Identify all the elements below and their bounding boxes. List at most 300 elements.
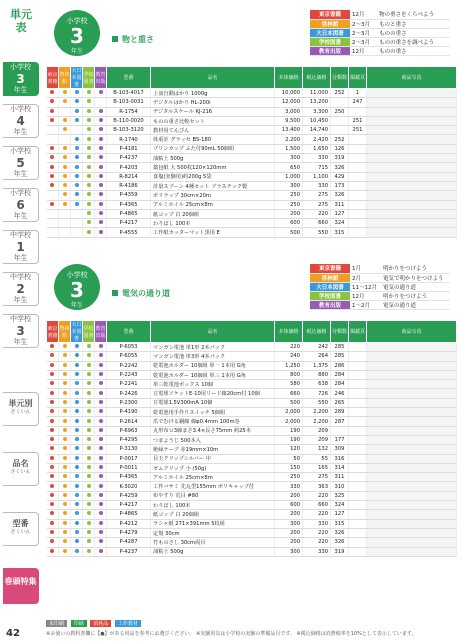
cell-page [349, 154, 367, 163]
product-photo [367, 228, 457, 237]
cell-name: 丸形布ロ3線まさ3.4×長さ75mm 約25本 [151, 426, 275, 435]
cell-price: 800 [275, 370, 303, 379]
table-row[interactable] [47, 501, 457, 510]
table-row[interactable] [47, 528, 457, 537]
dot-icon [63, 456, 67, 460]
textbook-marker [83, 417, 95, 426]
dot-icon [87, 474, 91, 478]
table-row[interactable] [47, 510, 457, 519]
cell-tax: 13,200 [303, 98, 331, 107]
cell-page: 251 [349, 116, 367, 125]
table-row[interactable] [47, 219, 457, 228]
cell-page [349, 398, 367, 407]
textbook-marker [71, 501, 83, 510]
column-header: 学校図書 [83, 67, 95, 89]
table-row[interactable] [47, 408, 457, 417]
cell-cat: 324 [331, 219, 349, 228]
textbook-marker [71, 547, 83, 556]
textbook-marker [47, 445, 59, 454]
side-index-title: 巻頭特集 [4, 577, 37, 586]
sidebar-item-unit-index[interactable] [3, 392, 39, 426]
badge-num: 3 [70, 278, 84, 302]
textbook-marker [47, 426, 59, 435]
textbook-marker [95, 352, 107, 361]
dot-icon [50, 465, 54, 469]
cell-page: 251 [349, 126, 367, 135]
dot-icon [50, 446, 54, 450]
cell-tax: 10,450 [303, 116, 331, 125]
product-photo [367, 463, 457, 472]
cell-page [349, 454, 367, 463]
product-photo [367, 547, 457, 556]
dot-icon [99, 165, 103, 169]
dot-icon [63, 381, 67, 385]
curriculum-row [310, 37, 450, 46]
dot-icon [63, 409, 67, 413]
textbook-marker [83, 126, 95, 135]
cell-price: 660 [275, 389, 303, 398]
sidebar-item-junior-3[interactable] [3, 314, 39, 348]
textbook-marker [83, 528, 95, 537]
side-index-sub: さくいん [10, 529, 31, 535]
dot-icon [75, 437, 79, 441]
curriculum-row [310, 46, 450, 55]
table-row[interactable] [47, 482, 457, 491]
dot-icon [50, 90, 54, 94]
table-row[interactable] [47, 98, 457, 107]
product-photo [367, 181, 457, 190]
dot-icon [87, 202, 91, 206]
dot-icon [99, 372, 103, 376]
dot-icon [87, 530, 91, 534]
textbook-marker [47, 519, 59, 528]
table-row[interactable] [47, 473, 457, 482]
cell-code: K-3020 [107, 482, 151, 491]
textbook-marker [47, 98, 59, 107]
cell-name: 単三乾電池ボックス 10個 [151, 380, 275, 389]
table-row[interactable] [47, 361, 457, 370]
table-row[interactable] [47, 463, 457, 472]
textbook-marker [47, 389, 59, 398]
cell-name: プリンカップ ふた付90mL 50個組 [151, 144, 275, 153]
textbook-marker [83, 519, 95, 528]
cell-tax: 550 [303, 398, 331, 407]
sidebar-item-code-index[interactable] [3, 512, 39, 546]
dot-icon [50, 419, 54, 423]
cell-cat: 127 [331, 209, 349, 218]
dot-icon [87, 521, 91, 525]
textbook-marker [83, 445, 95, 454]
dot-icon [75, 372, 79, 376]
dot-icon [87, 146, 91, 150]
product-photo [367, 191, 457, 200]
dot-icon [99, 146, 103, 150]
dot-icon [87, 165, 91, 169]
page-number: 42 [6, 628, 20, 639]
textbook-marker [95, 172, 107, 181]
cell-cat: 246 [331, 389, 349, 398]
textbook-marker [83, 547, 95, 556]
textbook-marker [59, 98, 71, 107]
textbook-marker [83, 454, 95, 463]
column-header: 税込価格 [303, 321, 331, 343]
textbook-marker [47, 361, 59, 370]
textbook-marker [71, 398, 83, 407]
textbook-marker [71, 361, 83, 370]
dot-icon [87, 465, 91, 469]
curriculum-month: 11〜12月 [350, 282, 381, 291]
section-title: 物と重さ [112, 34, 154, 45]
cell-name: 紙コップ 白 20個組 [151, 510, 275, 519]
dot-icon [87, 381, 91, 385]
dot-icon [75, 155, 79, 159]
dot-icon [99, 381, 103, 385]
cell-cat: 326 [331, 191, 349, 200]
dot-icon [50, 146, 54, 150]
textbook-marker [83, 380, 95, 389]
dot-icon [75, 511, 79, 515]
table-row[interactable] [47, 107, 457, 116]
cell-name: アルミホイル 25cm×8m [151, 473, 275, 482]
column-header: 大日本図書 [71, 68, 82, 88]
dot-icon [99, 493, 103, 497]
textbook-marker [83, 209, 95, 218]
sidebar-item-elementary-3[interactable] [3, 62, 39, 96]
cell-cat: 173 [331, 181, 349, 190]
textbook-marker [47, 209, 59, 218]
cell-name: 乾電池用手作りスイッチ 5個組 [151, 408, 275, 417]
table-row[interactable] [47, 200, 457, 209]
side-school: 中学校 [10, 231, 31, 239]
table-row[interactable] [47, 343, 457, 352]
curriculum-month: 2月 [350, 273, 381, 282]
cell-name: ポリラップ 30cm×20m [151, 191, 275, 200]
cell-tax: 1,650 [303, 144, 331, 153]
cell-page [349, 389, 367, 398]
cell-code: P-4212 [107, 519, 151, 528]
cell-page [349, 191, 367, 200]
cell-tax: 242 [303, 343, 331, 352]
table-row[interactable] [47, 370, 457, 379]
textbook-marker [83, 144, 95, 153]
curriculum-publisher: 啓林館 [310, 19, 350, 28]
sidebar-item-elementary-5[interactable] [3, 146, 39, 180]
cell-cat: 316 [331, 454, 349, 463]
cell-price: 250 [275, 473, 303, 482]
cell-tax: 638 [303, 380, 331, 389]
cell-code: P-0017 [107, 454, 151, 463]
cell-code: P-2300 [107, 398, 151, 407]
dot-icon [87, 363, 91, 367]
textbook-marker [95, 528, 107, 537]
sidebar-item-name-index[interactable] [3, 452, 39, 486]
column-header: 商品写真 [367, 321, 457, 343]
dot-icon [75, 146, 79, 150]
cell-code: P-6963 [107, 426, 151, 435]
sidebar-item-junior-2[interactable] [3, 272, 39, 306]
dot-icon [63, 400, 67, 404]
column-header: 教育出版 [95, 67, 107, 89]
cell-cat: 311 [331, 200, 349, 209]
curriculum-unit: ものの重さ [377, 28, 450, 37]
dot-icon [50, 409, 54, 413]
textbook-marker [59, 528, 71, 537]
cell-page [349, 519, 367, 528]
textbook-marker [95, 501, 107, 510]
textbook-marker [95, 191, 107, 200]
cell-price: 13,400 [275, 126, 303, 135]
table-row[interactable] [47, 491, 457, 500]
dot-icon [75, 353, 79, 357]
cell-cat: 315 [331, 519, 349, 528]
product-photo [367, 116, 457, 125]
product-photo [367, 501, 457, 510]
table-row[interactable] [47, 163, 457, 172]
table-row[interactable] [47, 417, 457, 426]
cell-cat: 252 [331, 135, 349, 144]
textbook-marker [95, 154, 107, 163]
table-row[interactable] [47, 172, 457, 181]
cell-tax: 660 [303, 501, 331, 510]
curriculum-unit: 物の重さをくらべよう [377, 10, 450, 19]
side-num: 2 [16, 282, 25, 296]
textbook-marker [83, 219, 95, 228]
textbook-marker [95, 538, 107, 547]
table-row[interactable] [47, 116, 457, 125]
table-row[interactable] [47, 228, 457, 237]
sidebar-item-elementary-6[interactable] [3, 188, 39, 222]
product-photo [367, 172, 457, 181]
column-header: 分類数 [331, 67, 349, 89]
textbook-marker [71, 380, 83, 389]
textbook-marker [59, 163, 71, 172]
textbook-marker [59, 501, 71, 510]
cell-price: 200 [275, 491, 303, 500]
cell-cat: 177 [331, 435, 349, 444]
textbook-marker [95, 463, 107, 472]
product-photo [367, 454, 457, 463]
table-row[interactable] [47, 435, 457, 444]
textbook-marker [71, 445, 83, 454]
sidebar-item-elementary-4[interactable] [3, 104, 39, 138]
table-header-row [47, 67, 457, 89]
dot-icon [75, 409, 79, 413]
dot-icon [50, 539, 54, 543]
section-title: 電気の通り道 [112, 288, 170, 299]
cell-tax: 1,375 [303, 361, 331, 370]
table-row[interactable] [47, 398, 457, 407]
cell-name: 乾電池ホルダー 10個組 単三 1本用 G角 [151, 370, 275, 379]
cell-price: 50 [275, 454, 303, 463]
curriculum-unit: 電気の通り道 [381, 300, 450, 309]
product-photo [367, 389, 457, 398]
dot-icon [99, 456, 103, 460]
cell-code: B-103-4017 [107, 89, 151, 98]
product-photo [367, 89, 457, 98]
table-row[interactable] [47, 154, 457, 163]
table-row[interactable] [47, 209, 457, 218]
cell-price: 330 [275, 482, 303, 491]
sidebar [0, 0, 42, 644]
table-row[interactable] [47, 191, 457, 200]
table-row[interactable] [47, 181, 457, 190]
cell-name: マンガン電池 単1形 2本パック [151, 343, 275, 352]
cell-name: 計量スプーン 4種セット プラスチック製 [151, 181, 275, 190]
cell-page [349, 181, 367, 190]
cell-cat: 252 [331, 89, 349, 98]
textbook-marker [71, 417, 83, 426]
curriculum-publisher: 大日本図書 [310, 28, 350, 37]
cell-tax: 330 [303, 519, 331, 528]
cell-page [349, 361, 367, 370]
cell-price: 600 [275, 219, 303, 228]
side-unit: 年生 [13, 254, 28, 262]
cell-tax: 330 [303, 181, 331, 190]
textbook-marker [83, 389, 95, 398]
table-row[interactable] [47, 538, 457, 547]
textbook-marker [47, 417, 59, 426]
cell-code: P-4259 [107, 491, 151, 500]
cell-price: 300 [275, 519, 303, 528]
table-row[interactable] [47, 454, 457, 463]
cell-price: 12,000 [275, 98, 303, 107]
dot-icon [50, 474, 54, 478]
cell-page [349, 228, 367, 237]
cell-price: 2,000 [275, 408, 303, 417]
cell-code: P-4865 [107, 510, 151, 519]
cell-cat: 429 [331, 172, 349, 181]
dot-icon [75, 474, 79, 478]
side-school: 小学校 [10, 147, 31, 155]
textbook-marker [71, 209, 83, 218]
legend-consumable: 消耗品 [90, 620, 111, 627]
textbook-marker [59, 426, 71, 435]
textbook-marker [71, 228, 83, 237]
table-row[interactable] [47, 426, 457, 435]
textbook-marker [47, 107, 59, 116]
dot-icon [63, 344, 67, 348]
table-row[interactable] [47, 89, 457, 98]
dot-icon [99, 549, 103, 553]
cell-tax: 55 [303, 454, 331, 463]
dot-icon [50, 391, 54, 395]
cell-name: 油粘土 500g [151, 154, 275, 163]
table-row[interactable] [47, 380, 457, 389]
cell-name: 爪でむける銅線 線φ0.4mm 100m巻 [151, 417, 275, 426]
sidebar-item-feature[interactable] [3, 568, 39, 604]
dot-icon [50, 353, 54, 357]
dot-icon [63, 549, 67, 553]
dot-icon [87, 428, 91, 432]
textbook-marker [71, 219, 83, 228]
dot-icon [75, 493, 79, 497]
table-row[interactable] [47, 445, 457, 454]
dot-icon [99, 437, 103, 441]
curriculum-month: 1月 [350, 264, 381, 273]
side-school: 中学校 [10, 315, 31, 323]
dot-icon [75, 137, 79, 141]
cell-cat: 126 [331, 144, 349, 153]
dot-icon [75, 381, 79, 385]
textbook-marker [95, 116, 107, 125]
table-row[interactable] [47, 547, 457, 556]
sidebar-item-junior-1[interactable] [3, 230, 39, 264]
cell-code: R-1740 [107, 135, 151, 144]
textbook-marker [83, 163, 95, 172]
column-header: 税込価格 [303, 67, 331, 89]
curriculum-publisher: 東京書籍 [310, 264, 350, 273]
cell-tax: 11,000 [303, 89, 331, 98]
textbook-marker [47, 482, 59, 491]
curriculum-unit: ものの重さ [377, 46, 450, 55]
table-row[interactable] [47, 126, 457, 135]
textbook-marker [59, 361, 71, 370]
cell-code: R-4186 [107, 181, 151, 190]
textbook-marker [71, 352, 83, 361]
textbook-marker [95, 181, 107, 190]
dot-icon [50, 174, 54, 178]
cell-tax: 550 [303, 228, 331, 237]
dot-icon [50, 372, 54, 376]
dot-icon [63, 539, 67, 543]
textbook-marker [59, 491, 71, 500]
legend-printed: 印刷 [71, 620, 87, 627]
cell-code: P-4865 [107, 209, 151, 218]
cell-name: つまようじ 500本入 [151, 435, 275, 444]
cell-tax: 132 [303, 445, 331, 454]
curriculum-month: 2〜3月 [350, 37, 377, 46]
cell-name: デジタルスケール KJ-216 [151, 107, 275, 116]
dot-icon [63, 372, 67, 376]
product-photo [367, 417, 457, 426]
table-row[interactable] [47, 389, 457, 398]
curriculum-publisher: 啓林館 [310, 273, 350, 282]
cell-name: 目玉クリップシルバー 中 [151, 454, 275, 463]
textbook-marker [59, 135, 71, 144]
cell-price: 240 [275, 352, 303, 361]
cell-page [349, 408, 367, 417]
side-num: 4 [16, 114, 25, 128]
side-unit: 年生 [13, 296, 28, 304]
product-photo [367, 144, 457, 153]
table-row[interactable] [47, 352, 457, 361]
textbook-marker [71, 98, 83, 107]
cell-name: ラシャ紙 271×391mm 5枚組 [151, 519, 275, 528]
textbook-marker [83, 538, 95, 547]
dot-icon [75, 530, 79, 534]
legend-craft: 工作教材 [115, 620, 141, 627]
sidebar-title: 単元表 [10, 8, 32, 34]
textbook-marker [83, 107, 95, 116]
cell-price: 200 [275, 209, 303, 218]
textbook-marker [95, 163, 107, 172]
cell-page [349, 380, 367, 389]
product-photo [367, 107, 457, 116]
table-row[interactable] [47, 135, 457, 144]
textbook-marker [59, 380, 71, 389]
side-unit: 年生 [13, 170, 28, 178]
dot-icon [87, 549, 91, 553]
dot-icon [63, 484, 67, 488]
cell-price: 500 [275, 398, 303, 407]
table-row[interactable] [47, 144, 457, 153]
textbook-marker [83, 435, 95, 444]
column-header: 啓林館 [59, 67, 71, 89]
table-row[interactable] [47, 519, 457, 528]
cell-price: 190 [275, 426, 303, 435]
textbook-marker [83, 473, 95, 482]
textbook-marker [71, 181, 83, 190]
